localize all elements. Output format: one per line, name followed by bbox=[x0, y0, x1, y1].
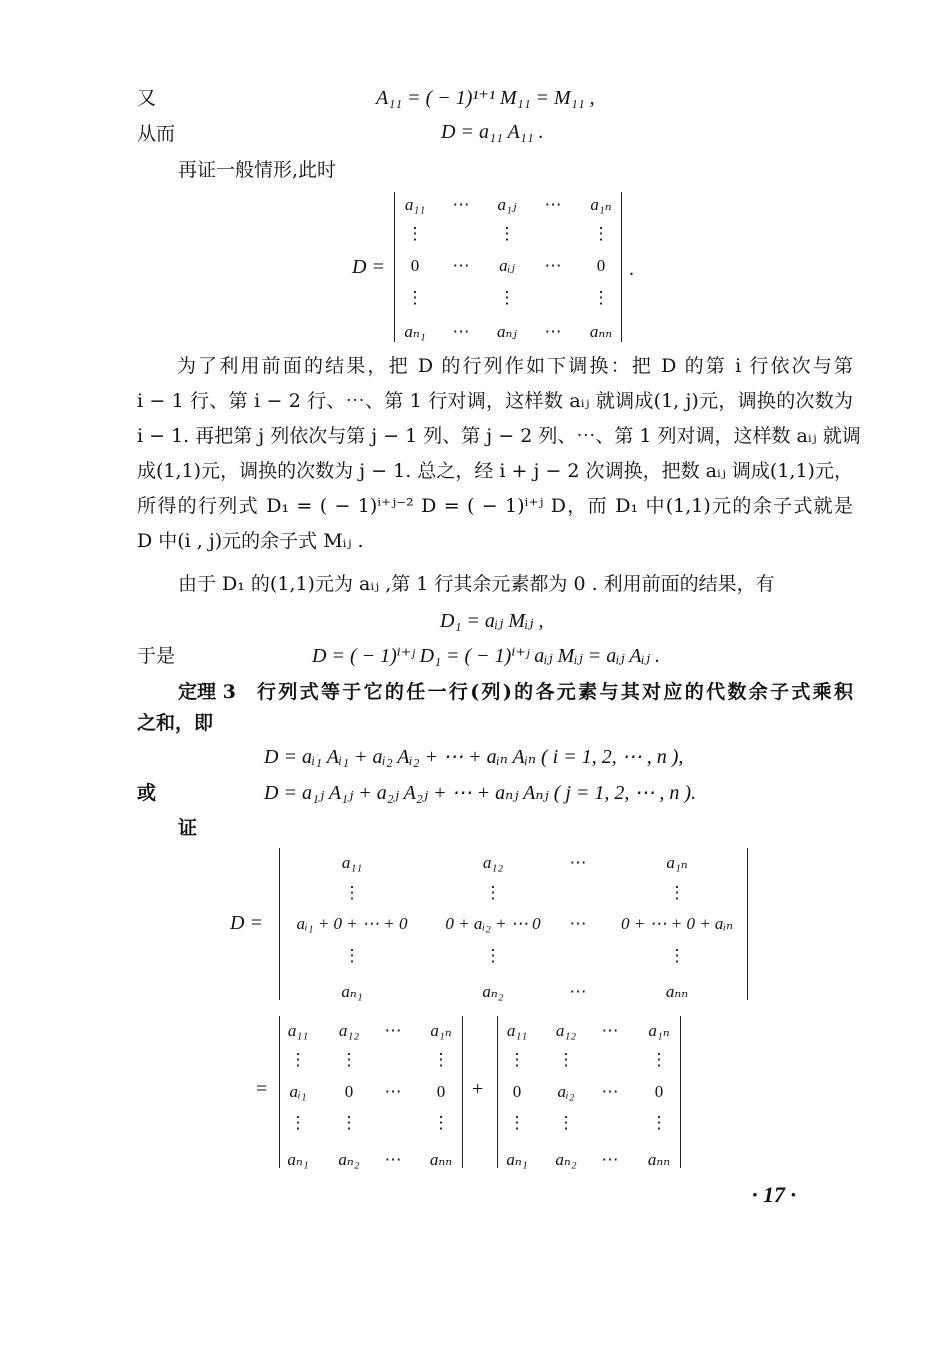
theorem-text-line1: 行列式等于它的任一行(列)的各元素与其对应的代数余子式乘积 bbox=[257, 681, 853, 703]
equation-row-expansion: D = aᵢ₁ Aᵢ₁ + aᵢ₂ Aᵢ₂ + ⋯ + aᵢₙ Aᵢₙ ( i = 1, 2, ⋯ , n ), bbox=[264, 746, 684, 768]
matrix-cell: ⋯ bbox=[384, 1082, 402, 1101]
matrix-cell: aₙₙ bbox=[665, 982, 689, 1001]
label-congerr: 从而 bbox=[137, 123, 176, 145]
matrix-cell: ⋮ bbox=[484, 883, 502, 902]
paragraph-line: i − 1. 再把第 j 列依次与第 j − 1 列、第 j − 2 列、⋯、第 1 列对调，这样数 aᵢⱼ 就调 bbox=[137, 425, 861, 447]
matrix-cell: ⋮ bbox=[406, 224, 424, 243]
matrix-cell: a₁₁ bbox=[287, 1021, 309, 1040]
matrix-cell: ⋮ bbox=[406, 288, 424, 307]
paragraph-line: D 中(i , j)元的余子式 Mᵢⱼ . bbox=[137, 530, 364, 552]
matrix-cell: ⋯ bbox=[601, 1150, 619, 1169]
matrix-cell: ⋮ bbox=[592, 288, 610, 307]
matrix-cell: ⋯ bbox=[544, 322, 562, 341]
matrix-cell: ⋮ bbox=[340, 1050, 358, 1069]
matrix-cell: ⋮ bbox=[650, 1113, 668, 1132]
matrix-cell: aₙ₂ bbox=[482, 982, 504, 1001]
paragraph-row-column-swap bbox=[137, 349, 861, 559]
matrix-cell: a₁₁ bbox=[404, 195, 426, 214]
matrix-cell: ⋮ bbox=[650, 1050, 668, 1069]
matrix-cell: 0 bbox=[512, 1082, 522, 1101]
matrix-cell: ⋮ bbox=[668, 946, 686, 965]
matrix-cell: a₁ₙ bbox=[430, 1021, 452, 1040]
matrix-cell: aₙₙ bbox=[429, 1150, 453, 1169]
matrix-cell: ⋯ bbox=[452, 322, 470, 341]
matrix-cell: a₁₂ bbox=[338, 1021, 360, 1040]
label-huo: 或 bbox=[137, 782, 157, 804]
matrix-cell: a₁₁ bbox=[506, 1021, 528, 1040]
matrix-cell: 0 bbox=[344, 1082, 354, 1101]
matrix-cell: a₁ₙ bbox=[666, 853, 688, 872]
matrix-cell: ⋯ bbox=[569, 914, 587, 933]
matrix-cell: ⋮ bbox=[557, 1113, 575, 1132]
matrix-cell: ⋮ bbox=[289, 1113, 307, 1132]
determinant-label: D = bbox=[352, 256, 385, 278]
matrix-cell: aₙ₂ bbox=[338, 1150, 360, 1169]
matrix-cell: aᵢ₂ bbox=[557, 1082, 575, 1101]
line-general-case: 再证一般情形,此时 bbox=[178, 159, 337, 181]
matrix-cell: aᵢ₁ + 0 + ⋯ + 0 bbox=[296, 914, 408, 933]
matrix-cell: aᵢ₁ bbox=[289, 1082, 307, 1101]
matrix-cell: aₙₙ bbox=[589, 322, 613, 341]
plus-sign: + bbox=[472, 1078, 484, 1100]
matrix-cell: ⋮ bbox=[498, 288, 516, 307]
matrix-cell: ⋯ bbox=[544, 195, 562, 214]
matrix-cell: ⋮ bbox=[340, 1113, 358, 1132]
matrix-cell: ⋮ bbox=[498, 224, 516, 243]
determinant-trailing-period: . bbox=[629, 258, 634, 280]
matrix-cell: ⋮ bbox=[432, 1050, 450, 1069]
matrix-cell: ⋯ bbox=[569, 982, 587, 1001]
matrix-cell: aₙ₁ bbox=[341, 982, 363, 1001]
equation-d-final: D = ( − 1)ⁱ⁺ʲ D₁ = ( − 1)ⁱ⁺ʲ aᵢⱼ Mᵢⱼ = aᵢⱼ Aᵢⱼ . bbox=[312, 645, 661, 667]
equals-sign: = bbox=[256, 1078, 268, 1100]
matrix-cell: aₙ₁ bbox=[287, 1150, 309, 1169]
matrix-cell: ⋮ bbox=[668, 883, 686, 902]
matrix-cell: 0 bbox=[436, 1082, 446, 1101]
label-yushi: 于是 bbox=[137, 645, 176, 667]
matrix-cell: ⋯ bbox=[601, 1082, 619, 1101]
matrix-cell: a₁ⱼ bbox=[497, 195, 517, 214]
matrix-cell: a₁₂ bbox=[482, 853, 504, 872]
matrix-cell: ⋮ bbox=[432, 1113, 450, 1132]
matrix-cell: a₁₂ bbox=[555, 1021, 577, 1040]
matrix-cell: ⋮ bbox=[343, 946, 361, 965]
matrix-cell: 0 + ⋯ + 0 + aᵢₙ bbox=[621, 914, 733, 933]
matrix-cell: ⋯ bbox=[384, 1150, 402, 1169]
matrix-cell: aₙ₁ bbox=[404, 322, 426, 341]
matrix-cell: a₁ₙ bbox=[648, 1021, 670, 1040]
matrix-cell: ⋮ bbox=[557, 1050, 575, 1069]
matrix-cell: ⋯ bbox=[452, 195, 470, 214]
paragraph-line: 所得的行列式 D₁ = ( − 1)ⁱ⁺ʲ⁻² D = ( − 1)ⁱ⁺ʲ D，而 D₁ 中(1,1)元的余子式就是 bbox=[137, 495, 853, 517]
matrix-cell: aᵢⱼ bbox=[499, 256, 515, 275]
matrix-cell: ⋮ bbox=[343, 883, 361, 902]
equation-column-expansion: D = a₁ⱼ A₁ⱼ + a₂ⱼ A₂ⱼ + ⋯ + aₙⱼ Aₙⱼ ( j = 1, 2, ⋯ , n ). bbox=[264, 782, 697, 804]
theorem-label: 定理 3 bbox=[178, 681, 236, 703]
matrix-cell: ⋮ bbox=[484, 946, 502, 965]
matrix-cell: 0 bbox=[410, 256, 420, 275]
equation-a11: A₁₁ = ( − 1)¹⁺¹ M₁₁ = M₁₁ , bbox=[376, 87, 595, 109]
matrix-cell: ⋯ bbox=[569, 853, 587, 872]
matrix-cell: ⋯ bbox=[384, 1021, 402, 1040]
matrix-cell: a₁₁ bbox=[341, 853, 363, 872]
matrix-cell: ⋯ bbox=[452, 256, 470, 275]
matrix-cell: ⋯ bbox=[601, 1021, 619, 1040]
matrix-cell: ⋯ bbox=[544, 256, 562, 275]
determinant-label: D = bbox=[230, 912, 263, 934]
equation-d-a11: D = a₁₁ A₁₁ . bbox=[441, 121, 544, 143]
matrix-cell: ⋮ bbox=[289, 1050, 307, 1069]
matrix-cell: aₙ₁ bbox=[506, 1150, 528, 1169]
matrix-cell: 0 bbox=[654, 1082, 664, 1101]
paragraph-d1-element: 由于 D₁ 的(1,1)元为 aᵢⱼ ,第 1 行其余元素都为 0 . 利用前面的结果，有 bbox=[178, 573, 775, 595]
matrix-cell: aₙ₂ bbox=[555, 1150, 577, 1169]
matrix-cell: a₁ₙ bbox=[590, 195, 612, 214]
theorem-text-line2: 之和，即 bbox=[137, 712, 214, 734]
paragraph-line: i − 1 行、第 i − 2 行、⋯、第 1 行对调，这样数 aᵢⱼ 就调成(1, j)元，调换的次数为 bbox=[137, 390, 853, 412]
page-number: · 17 · bbox=[752, 1182, 796, 1207]
equation-d1: D₁ = aᵢⱼ Mᵢⱼ , bbox=[440, 610, 544, 632]
proof-label: 证 bbox=[178, 817, 198, 839]
matrix-cell: ⋮ bbox=[508, 1050, 526, 1069]
paragraph-line: 成(1,1)元，调换的次数为 j − 1. 总之，经 i + j − 2 次调换，把数 aᵢⱼ 调成(1,1)元， bbox=[137, 460, 853, 482]
matrix-cell: ⋮ bbox=[592, 224, 610, 243]
matrix-cell: aₙₙ bbox=[647, 1150, 671, 1169]
matrix-cell: 0 + aᵢ₂ + ⋯ 0 bbox=[445, 914, 541, 933]
matrix-cell: aₙⱼ bbox=[497, 322, 517, 341]
matrix-cell: ⋮ bbox=[508, 1113, 526, 1132]
label-you: 又 bbox=[137, 87, 157, 109]
paragraph-line: 为了利用前面的结果，把 D 的行列作如下调换：把 D 的第 i 行依次与第 bbox=[177, 355, 853, 377]
matrix-cell: 0 bbox=[596, 256, 606, 275]
